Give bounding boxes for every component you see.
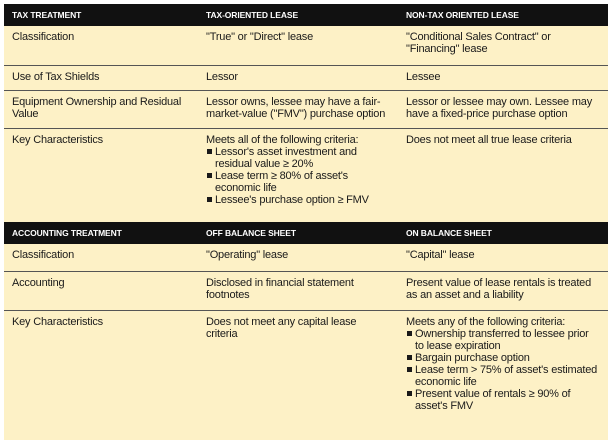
row-label: Key Characteristics <box>4 128 198 222</box>
header-off-balance-sheet: OFF BALANCE SHEET <box>198 222 398 244</box>
accounting-header-row <box>4 222 608 244</box>
header-non-tax-oriented-lease: NON-TAX ORIENTED LEASE <box>398 4 608 26</box>
row-label: Use of Tax Shields <box>4 65 198 90</box>
criteria-item: Present value of rentals ≥ 90% of asset's FMV <box>406 388 600 412</box>
cell-value: Lessor or lessee may own. Lessee may have a fixed-price purchase option <box>398 90 608 128</box>
accounting-treatment-table <box>4 222 608 416</box>
criteria-list <box>206 146 390 206</box>
criteria-item: Ownership transferred to lessee prior to lease expiration <box>406 328 600 352</box>
criteria-item: Lease term ≥ 80% of asset's economic life <box>206 170 390 194</box>
row-label: Classification <box>12 249 75 261</box>
header-on-balance-sheet: ON BALANCE SHEET <box>398 222 608 244</box>
row-label: Accounting <box>4 271 198 310</box>
criteria-item: Lease term > 75% of asset's estimated economic life <box>406 364 600 388</box>
cell-value: Lessor owns, lessee may have a fair-market-value ("FMV") purchase option <box>198 90 398 128</box>
cell-value: Present value of lease rentals is treated as an asset and a liability <box>398 271 608 310</box>
table-row <box>4 128 608 222</box>
cell-value: Lessee <box>398 65 608 90</box>
cell-value: Does not meet any capital lease criteria <box>198 310 398 416</box>
header-accounting-treatment: ACCOUNTING TREATMENT <box>4 222 198 244</box>
criteria-item: Lessor's asset investment and residual value ≥ 20% <box>206 146 390 170</box>
cell-criteria <box>398 310 608 416</box>
table-row <box>4 65 608 90</box>
criteria-item: Lessee's purchase option ≥ FMV <box>206 194 390 206</box>
tax-header-row <box>4 4 608 26</box>
cell-criteria <box>198 128 398 222</box>
lease-comparison-page <box>4 4 608 440</box>
cell-value: "Capital" lease <box>406 249 475 261</box>
table-row <box>4 271 608 310</box>
table-row <box>4 26 608 65</box>
criteria-intro: Meets all of the following criteria: <box>206 133 359 146</box>
header-tax-oriented-lease: TAX-ORIENTED LEASE <box>198 4 398 26</box>
criteria-list <box>406 328 600 412</box>
row-label: Classification <box>12 31 75 43</box>
row-label: Key Characteristics <box>4 310 198 416</box>
cell-value: Disclosed in financial statement footnotes <box>198 271 398 310</box>
criteria-item: Bargain purchase option <box>406 352 600 364</box>
criteria-intro: Meets any of the following criteria: <box>406 315 566 328</box>
tax-treatment-table <box>4 4 608 222</box>
cell-value: Does not meet all true lease criteria <box>398 128 608 222</box>
cell-value: Lessor <box>198 65 398 90</box>
cell-value: "True" or "Direct" lease <box>206 31 313 43</box>
cell-value: "Operating" lease <box>206 249 289 261</box>
table-row <box>4 310 608 416</box>
table-row <box>4 244 608 271</box>
table-row <box>4 90 608 128</box>
header-tax-treatment: TAX TREATMENT <box>4 4 198 26</box>
row-label: Equipment Ownership and Residual Value <box>4 90 198 128</box>
cell-value: "Conditional Sales Contract" or "Financing" lease <box>406 31 551 55</box>
